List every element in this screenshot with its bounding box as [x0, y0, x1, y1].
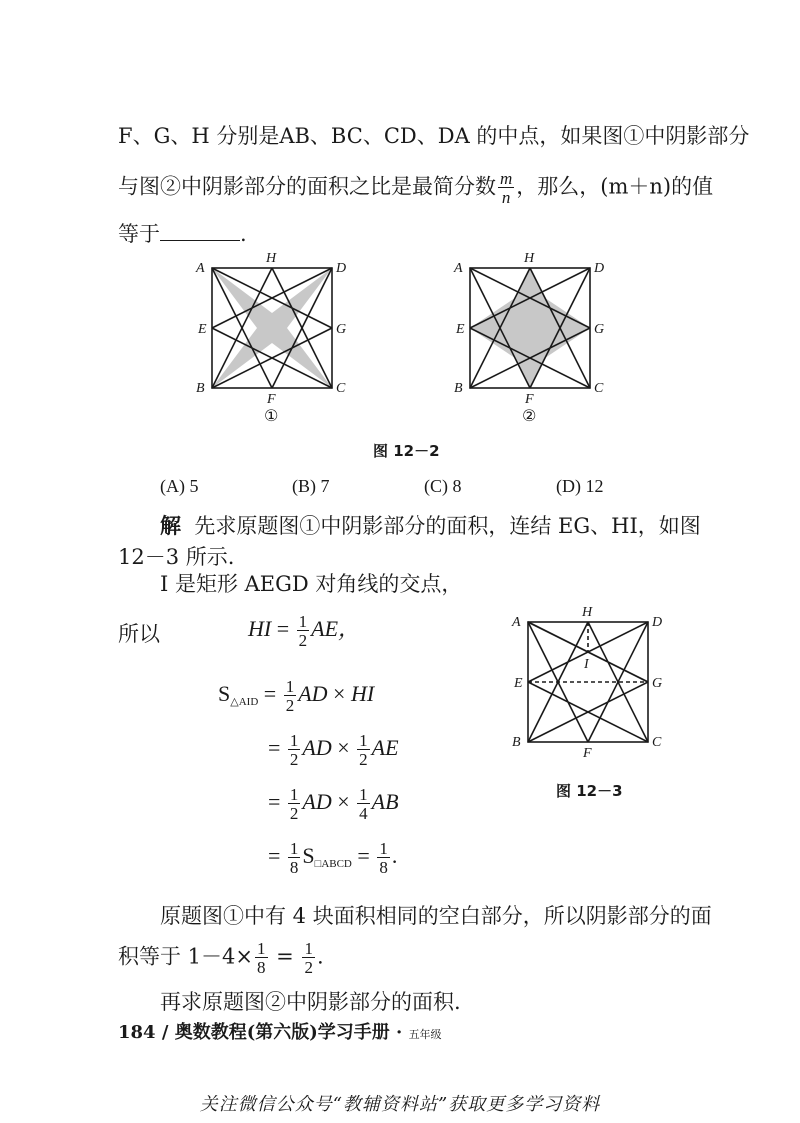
book-title: 奥数教程(第六版)学习手册 · — [174, 1022, 403, 1043]
frac-den: 8 — [379, 858, 388, 877]
frac-half-5 — [288, 786, 301, 822]
frac-den: 2 — [304, 958, 313, 977]
pt-F-2: F — [525, 392, 534, 407]
frac-num: 1 — [285, 677, 295, 696]
frac-half-3 — [288, 732, 301, 768]
frac-num: 1 — [289, 785, 299, 804]
eq2-sub: △AID — [230, 696, 259, 709]
pt-B-2: B — [454, 381, 463, 396]
frac-num: 1 — [359, 785, 368, 804]
pt-G-2: G — [594, 322, 605, 337]
pt-G-1: G — [336, 322, 347, 337]
frac-half-4 — [357, 732, 370, 768]
equation-2: $S_{\triangle AID}$ = $\frac{1}{2}$ AD × HI — [218, 677, 375, 715]
eq2-s: S — [218, 681, 231, 707]
eq3-ae: AE — [371, 735, 399, 761]
problem-line-3-end: . — [240, 222, 247, 246]
pt-F-3: F — [583, 746, 592, 761]
frac-den: 2 — [359, 750, 368, 769]
conclusion-line-2: 积等于 1－4× $\frac{1}{8}$ = $\frac{1}{2}$ . — [118, 939, 324, 977]
solution-line-3: I 是矩形 AEGD 对角线的交点， — [160, 572, 463, 596]
frac-eighth-1 — [288, 840, 301, 876]
pt-E-3: E — [514, 676, 523, 691]
eq2-hi: HI — [350, 681, 375, 707]
frac-num: 1 — [304, 939, 313, 958]
pt-C-2: C — [594, 381, 604, 396]
pt-G-3: G — [652, 676, 663, 691]
frac-num: 1 — [298, 611, 308, 631]
frac-num: m — [500, 169, 513, 188]
page-number: 184 / — [118, 1022, 169, 1043]
frac-den: 2 — [289, 750, 299, 769]
square-1-diagram — [212, 268, 332, 388]
pt-H-3: H — [582, 605, 593, 620]
pt-D-3: D — [652, 615, 663, 630]
equation-1: HI = $\frac{1}{2}$ AE， — [248, 611, 361, 650]
conclusion-line-2-text: 积等于 1－4× — [118, 944, 253, 969]
watermark: 关注微信公众号“教辅资料站”获取更多学习资料 — [199, 1094, 601, 1115]
frac-den: n — [498, 187, 514, 206]
pt-C-3: C — [652, 735, 662, 750]
pt-F-1: F — [267, 392, 276, 407]
pt-E-2: E — [456, 322, 465, 337]
page-footer — [118, 1018, 442, 1044]
shaded-star-1 — [212, 268, 332, 388]
pt-A-3: A — [512, 615, 521, 630]
frac-den: 8 — [289, 858, 299, 877]
equation-3: = $\frac{1}{2}$ AD × $\frac{1}{2}$ AE — [268, 731, 399, 769]
problem-line-3-text: 等于 — [118, 222, 160, 246]
eq1-lhs: HI — [248, 616, 272, 641]
frac-num: 1 — [289, 839, 299, 858]
solution-line-1-text: 先求原题图①中阴影部分的面积，连结 EG、HI，如图 — [194, 514, 701, 538]
caption-12-3: 图 12－3 — [556, 782, 623, 800]
pt-H-2: H — [524, 251, 535, 266]
eq3-ad: AD — [302, 735, 332, 761]
pt-E-1: E — [198, 322, 207, 337]
label-circle-1: ① — [264, 406, 279, 425]
solution-line-1 — [160, 510, 701, 540]
pt-D-1: D — [336, 261, 347, 276]
square-3-diagram — [528, 622, 648, 742]
frac-eighth-2 — [377, 840, 390, 876]
eq2-ad: AD — [298, 681, 328, 707]
equation-5: = $\frac{1}{8}$ $S_{□ABCD}$ = $\frac{1}{8}$ . — [268, 839, 398, 877]
grade-label: 五年级 — [408, 1028, 442, 1041]
caption-12-2: 图 12－2 — [373, 442, 440, 460]
solution-line-2: 12－3 所示. — [118, 545, 235, 569]
frac-den: 2 — [289, 804, 299, 823]
pt-D-2: D — [594, 261, 605, 276]
frac-num: 1 — [289, 731, 299, 750]
frac-eighth-3 — [255, 940, 268, 976]
choice-b: (B) 7 — [292, 476, 330, 496]
next-step-line: 再求原题图②中阴影部分的面积. — [160, 990, 461, 1014]
frac-den: 8 — [257, 958, 266, 977]
pt-B-3: B — [512, 735, 521, 750]
frac-den: 2 — [298, 630, 308, 650]
problem-line-1: F、G、H 分别是AB、BC、CD、DA 的中点，如果图①中阴影部分 — [118, 124, 750, 148]
conclusion-end: . — [316, 944, 324, 969]
frac-half-1 — [297, 613, 310, 649]
square-2-diagram — [470, 268, 590, 388]
pt-A-2: A — [454, 261, 463, 276]
label-circle-2: ② — [522, 406, 537, 425]
frac-quarter — [357, 786, 370, 822]
choice-c: (C) 8 — [424, 476, 462, 496]
pt-C-1: C — [336, 381, 346, 396]
shaded-star-2 — [470, 268, 590, 388]
pt-B-1: B — [196, 381, 205, 396]
conclusion-line-1: 原题图①中有 4 块面积相同的空白部分，所以阴影部分的面 — [160, 904, 712, 928]
problem-line-2-rest: ，那么，(m＋n)的值 — [516, 174, 714, 199]
choice-a: (A) 5 — [160, 476, 199, 496]
frac-den: 4 — [359, 804, 368, 823]
problem-line-2-text: 与图②中阴影部分的面积之比是最简分数 — [118, 174, 496, 199]
pt-I-3: I — [584, 657, 589, 672]
equation-4: = $\frac{1}{2}$ AD × $\frac{1}{4}$ AB — [268, 785, 399, 823]
frac-den: 2 — [285, 696, 295, 715]
solution-label: 解 — [160, 513, 181, 538]
frac-half-6 — [302, 940, 315, 976]
eq4-ad: AD — [302, 789, 332, 815]
eq4-ab: AB — [371, 789, 399, 815]
choice-d: (D) 12 — [556, 476, 604, 496]
pt-H-1: H — [266, 251, 277, 266]
frac-half-2 — [284, 678, 297, 714]
therefore-label: 所以 — [118, 622, 160, 646]
eq5-sub: □ABCD — [314, 858, 352, 871]
eq1-rhs: AE， — [311, 616, 361, 641]
pt-A-1: A — [196, 261, 205, 276]
eq5-s: S — [302, 843, 315, 869]
frac-num: 1 — [379, 839, 388, 858]
frac-num: 1 — [257, 939, 266, 958]
frac-num: 1 — [359, 731, 368, 750]
